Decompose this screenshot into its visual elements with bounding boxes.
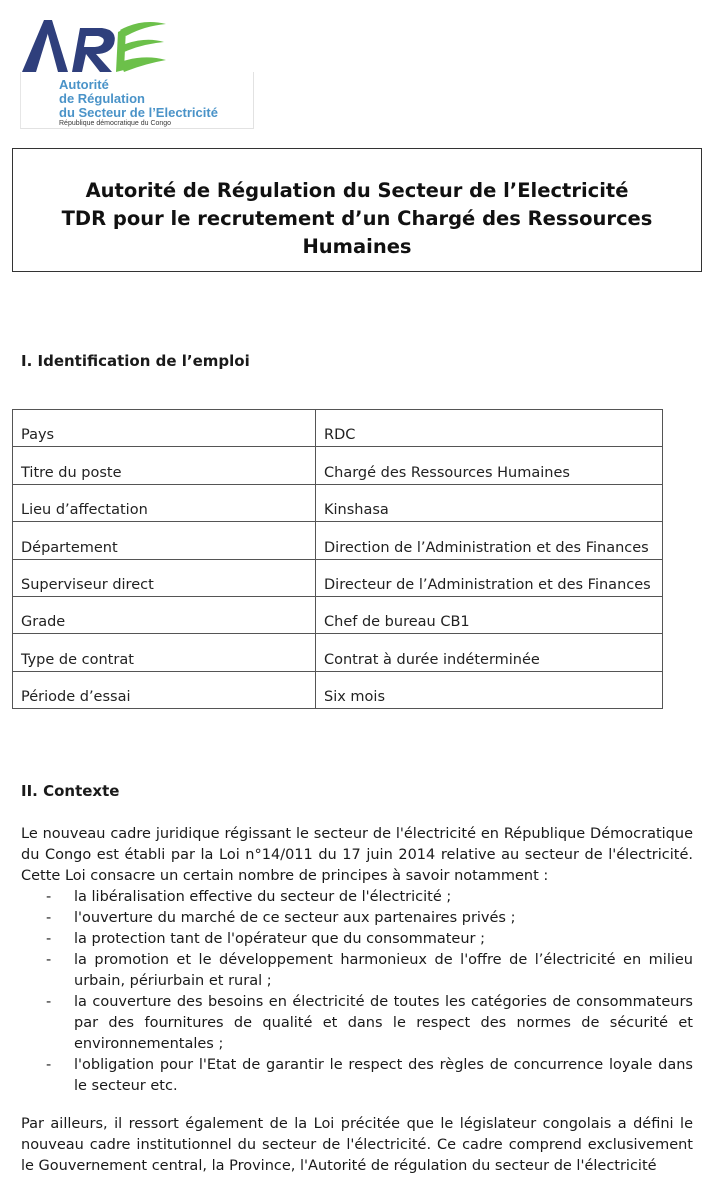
list-item-text: la protection tant de l'opérateur que du consommateur ;	[74, 931, 485, 947]
are-logo	[20, 14, 254, 130]
are-logo-mark-icon	[20, 14, 170, 74]
table-cell-label: Période d’essai	[13, 671, 316, 708]
list-item	[21, 929, 693, 950]
list-item	[21, 887, 693, 908]
list-item	[21, 992, 693, 1055]
bullet-dash: -	[46, 910, 52, 926]
list-item	[21, 1055, 693, 1097]
table-row	[13, 410, 663, 447]
table-cell-label: Lieu d’affectation	[13, 484, 316, 521]
table-cell-label: Type de contrat	[13, 634, 316, 671]
list-item-text: la promotion et le développement harmonieux de l'offre de l’électricité en milieu urbain, périurbain et rural ;	[74, 952, 693, 989]
table-row	[13, 671, 663, 708]
logo-line-3: du Secteur de l’Electricité	[59, 105, 218, 120]
title-line-1: Autorité de Régulation du Secteur de l’Electricité	[85, 179, 629, 202]
table-cell-label: Titre du poste	[13, 447, 316, 484]
bullet-dash: -	[46, 952, 52, 968]
section-2-heading: II. Contexte	[21, 782, 120, 800]
list-item	[21, 908, 693, 929]
table-cell-label: Département	[13, 522, 316, 559]
table-cell-value: RDC	[316, 410, 663, 447]
table-row	[13, 634, 663, 671]
logo-line-1: Autorité	[59, 77, 109, 92]
logo-subtitle: République démocratique du Congo	[59, 120, 172, 127]
table-row	[13, 484, 663, 521]
table-cell-label: Grade	[13, 596, 316, 633]
table-row	[13, 522, 663, 559]
bullet-dash: -	[46, 931, 52, 947]
list-item-text: la couverture des besoins en électricité de toutes les catégories de consommateurs par des fournitures de qualité et dans le respect des normes de sécurité et environnementales ;	[74, 994, 693, 1052]
table-cell-value: Directeur de l’Administration et des Finances	[316, 559, 663, 596]
list-item-text: la libéralisation effective du secteur de l'électricité ;	[74, 889, 452, 905]
table-row	[13, 596, 663, 633]
table-cell-value: Contrat à durée indéterminée	[316, 634, 663, 671]
logo-text-block	[20, 72, 254, 129]
table-cell-value: Kinshasa	[316, 484, 663, 521]
identification-table	[12, 409, 663, 709]
table-row	[13, 447, 663, 484]
list-item-text: l'obligation pour l'Etat de garantir le respect des règles de concurrence loyale dans le secteur etc.	[74, 1057, 693, 1094]
document-title-box	[12, 148, 702, 272]
logo-line-2: de Régulation	[59, 91, 145, 106]
list-item	[21, 950, 693, 992]
table-cell-value: Chargé des Ressources Humaines	[316, 447, 663, 484]
title-line-2: TDR pour le recrutement d’un Chargé des Ressources	[61, 207, 653, 230]
bullet-dash: -	[46, 994, 52, 1010]
table-cell-label: Superviseur direct	[13, 559, 316, 596]
table-cell-value: Chef de bureau CB1	[316, 596, 663, 633]
table-cell-value: Direction de l’Administration et des Finances	[316, 522, 663, 559]
table-cell-value: Six mois	[316, 671, 663, 708]
table-row	[13, 559, 663, 596]
context-bullet-list	[21, 887, 693, 1097]
title-line-3: Humaines	[302, 235, 412, 258]
list-item-text: l'ouverture du marché de ce secteur aux partenaires privés ;	[74, 910, 516, 926]
table-cell-label: Pays	[13, 410, 316, 447]
context-outro-paragraph: Par ailleurs, il ressort également de la Loi précitée que le législateur congolais a défini le nouveau cadre institutionnel du secteur de l'électricité. Ce cadre comprend exclusivement le Gouvernement central, la Province, l'Autorité de régulation du secteur de l'électricité	[21, 1116, 693, 1174]
bullet-dash: -	[46, 889, 52, 905]
context-intro-paragraph: Le nouveau cadre juridique régissant le secteur de l'électricité en République Démocratique du Congo est établi par la Loi n°14/011 du 17 juin 2014 relative au secteur de l'électricité. Cette Loi consacre un certain nombre de principes à savoir notamment :	[21, 826, 693, 884]
bullet-dash: -	[46, 1057, 52, 1073]
section-1-heading: I. Identification de l’emploi	[21, 352, 250, 370]
